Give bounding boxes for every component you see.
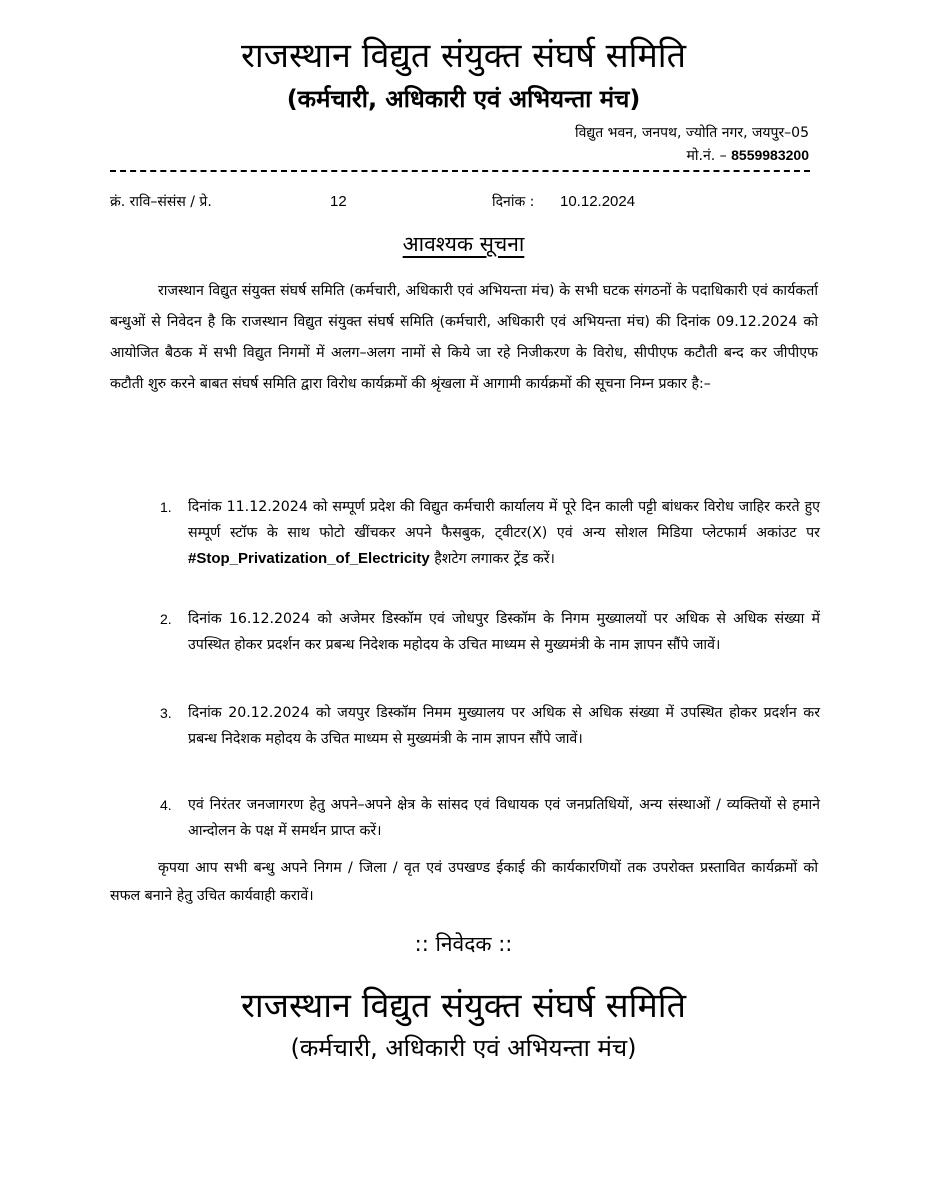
ref-number: 12 <box>330 193 347 210</box>
signature-org-sub: (कर्मचारी, अधिकारी एवं अभियन्ता मंच) <box>290 1034 637 1062</box>
notice-heading-text: आवश्यक सूचना <box>402 232 525 256</box>
reference-line <box>110 190 810 214</box>
mobile-line <box>575 144 809 167</box>
list-item-text: एवं निरंतर जनजागरण हेतु अपने–अपने क्षेत्र के सांसद एवं विधायक एवं जनप्रतिधियों, अन्य संस्थाओं / व्यक्तियों से हमाने आन्दोलन के पक्ष में समर्थन प्राप्त करें। <box>188 797 820 839</box>
mobile-number: 8559983200 <box>731 147 809 163</box>
date-value: 10.12.2024 <box>560 193 636 210</box>
list-item-text: दिनांक 16.12.2024 को अजेमर डिस्कॉम एवं जोधपुर डिस्कॉम के निगम मुख्यालयों पर अधिक से अधिक संख्या में उपस्थित होकर प्रदर्शन कर प्रबन्ध निदेशक महोदय के उचित माध्यम से मुख्यमंत्री के नाम ज्ञापन सौंपे जावें। <box>188 611 820 653</box>
nivedak-label: :: निवेदक :: <box>414 932 513 956</box>
list-item-text: दिनांक 20.12.2024 को जयपुर डिस्कॉम निमम मुख्यालय पर अधिक से अधिक संख्या में उपस्थित होकर प्रदर्शन कर प्रबन्ध निदेशक महोदय के उचित माध्यम से मुख्यमंत्री के नाम ज्ञापन सौंपे जावें। <box>188 705 820 747</box>
list-item-number: 4. <box>160 797 172 813</box>
org-title: राजस्थान विद्युत संयुक्त संघर्ष समिति <box>241 36 686 76</box>
dashed-divider <box>110 170 810 172</box>
list-item-number: 1. <box>160 499 172 515</box>
list-item-text-before: दिनांक 11.12.2024 को सम्पूर्ण प्रदेश की विद्युत कर्मचारी कार्यालय में पूरे दिन काली पट्टी बांधकर विरोध जाहिर करते हुए सम्पूर्ण स्टॉफ के साथ फोटो खींचकर अपने फैसबुक, ट्वीटर(X) एवं अन्य सोशल मिडिया प्लेटफार्म अकांउट पर <box>188 499 820 541</box>
hashtag: #Stop_Privatization_of_Electricity <box>188 550 430 567</box>
ref-label: क्रं. रावि–संसंस / प्रे. <box>110 194 212 210</box>
list-item-text-after: हैशटेग लगाकर ट्रेंड करें। <box>434 551 555 567</box>
intro-paragraph: राजस्थान विद्युत संयुक्त संघर्ष समिति (कर्मचारी, अधिकारी एवं अभियन्ता मंच) के सभी घटक संगठनों के पदाधिकारी एवं कार्यकर्ता बन्धुओं से निवेदन है कि राजस्थान विद्युत संयुक्त संघर्ष समिति (कर्मचारी, अधिकारी एवं अभियन्ता मंच) की दिनांक 09.12.2024 को आयोजित बैठक में सभी विद्युत निगमों में अलग–अलग नामों से किये जा रहे निजीकरण के विरोध, सीपीएफ कटौती बन्द कर जीपीएफ कटौती शुरु करने बाबत संघर्ष समिति द्वारा विरोध कार्यक्रमों की श्रृंखला में आगामी कार्यक्रमों की सूचना निम्न प्रकार है:– <box>110 283 818 392</box>
list-item-number: 3. <box>160 705 172 721</box>
list-item-text <box>188 494 820 572</box>
address-block <box>575 122 809 167</box>
date-label: दिनांक : <box>492 194 535 210</box>
closing-paragraph: कृपया आप सभी बन्धु अपने निगम / जिला / वृत एवं उपखण्ड ईकाई की कार्यकारणियों तक उपरोक्त प्रस्तावित कार्यक्रमों को सफल बनाने हेतु उचित कार्यवाही करावें। <box>110 860 818 904</box>
mobile-label: मो.नं. – <box>686 148 727 164</box>
list-item-number: 2. <box>160 611 172 627</box>
signature-org-name: राजस्थान विद्युत संयुक्त संघर्ष समिति <box>241 986 686 1026</box>
address-line: विद्युत भवन, जनपथ, ज्योति नगर, जयपुर–05 <box>574 125 809 141</box>
notice-heading <box>0 228 927 260</box>
org-subtitle: (कर्मचारी, अधिकारी एवं अभियन्ता मंच) <box>286 85 641 113</box>
